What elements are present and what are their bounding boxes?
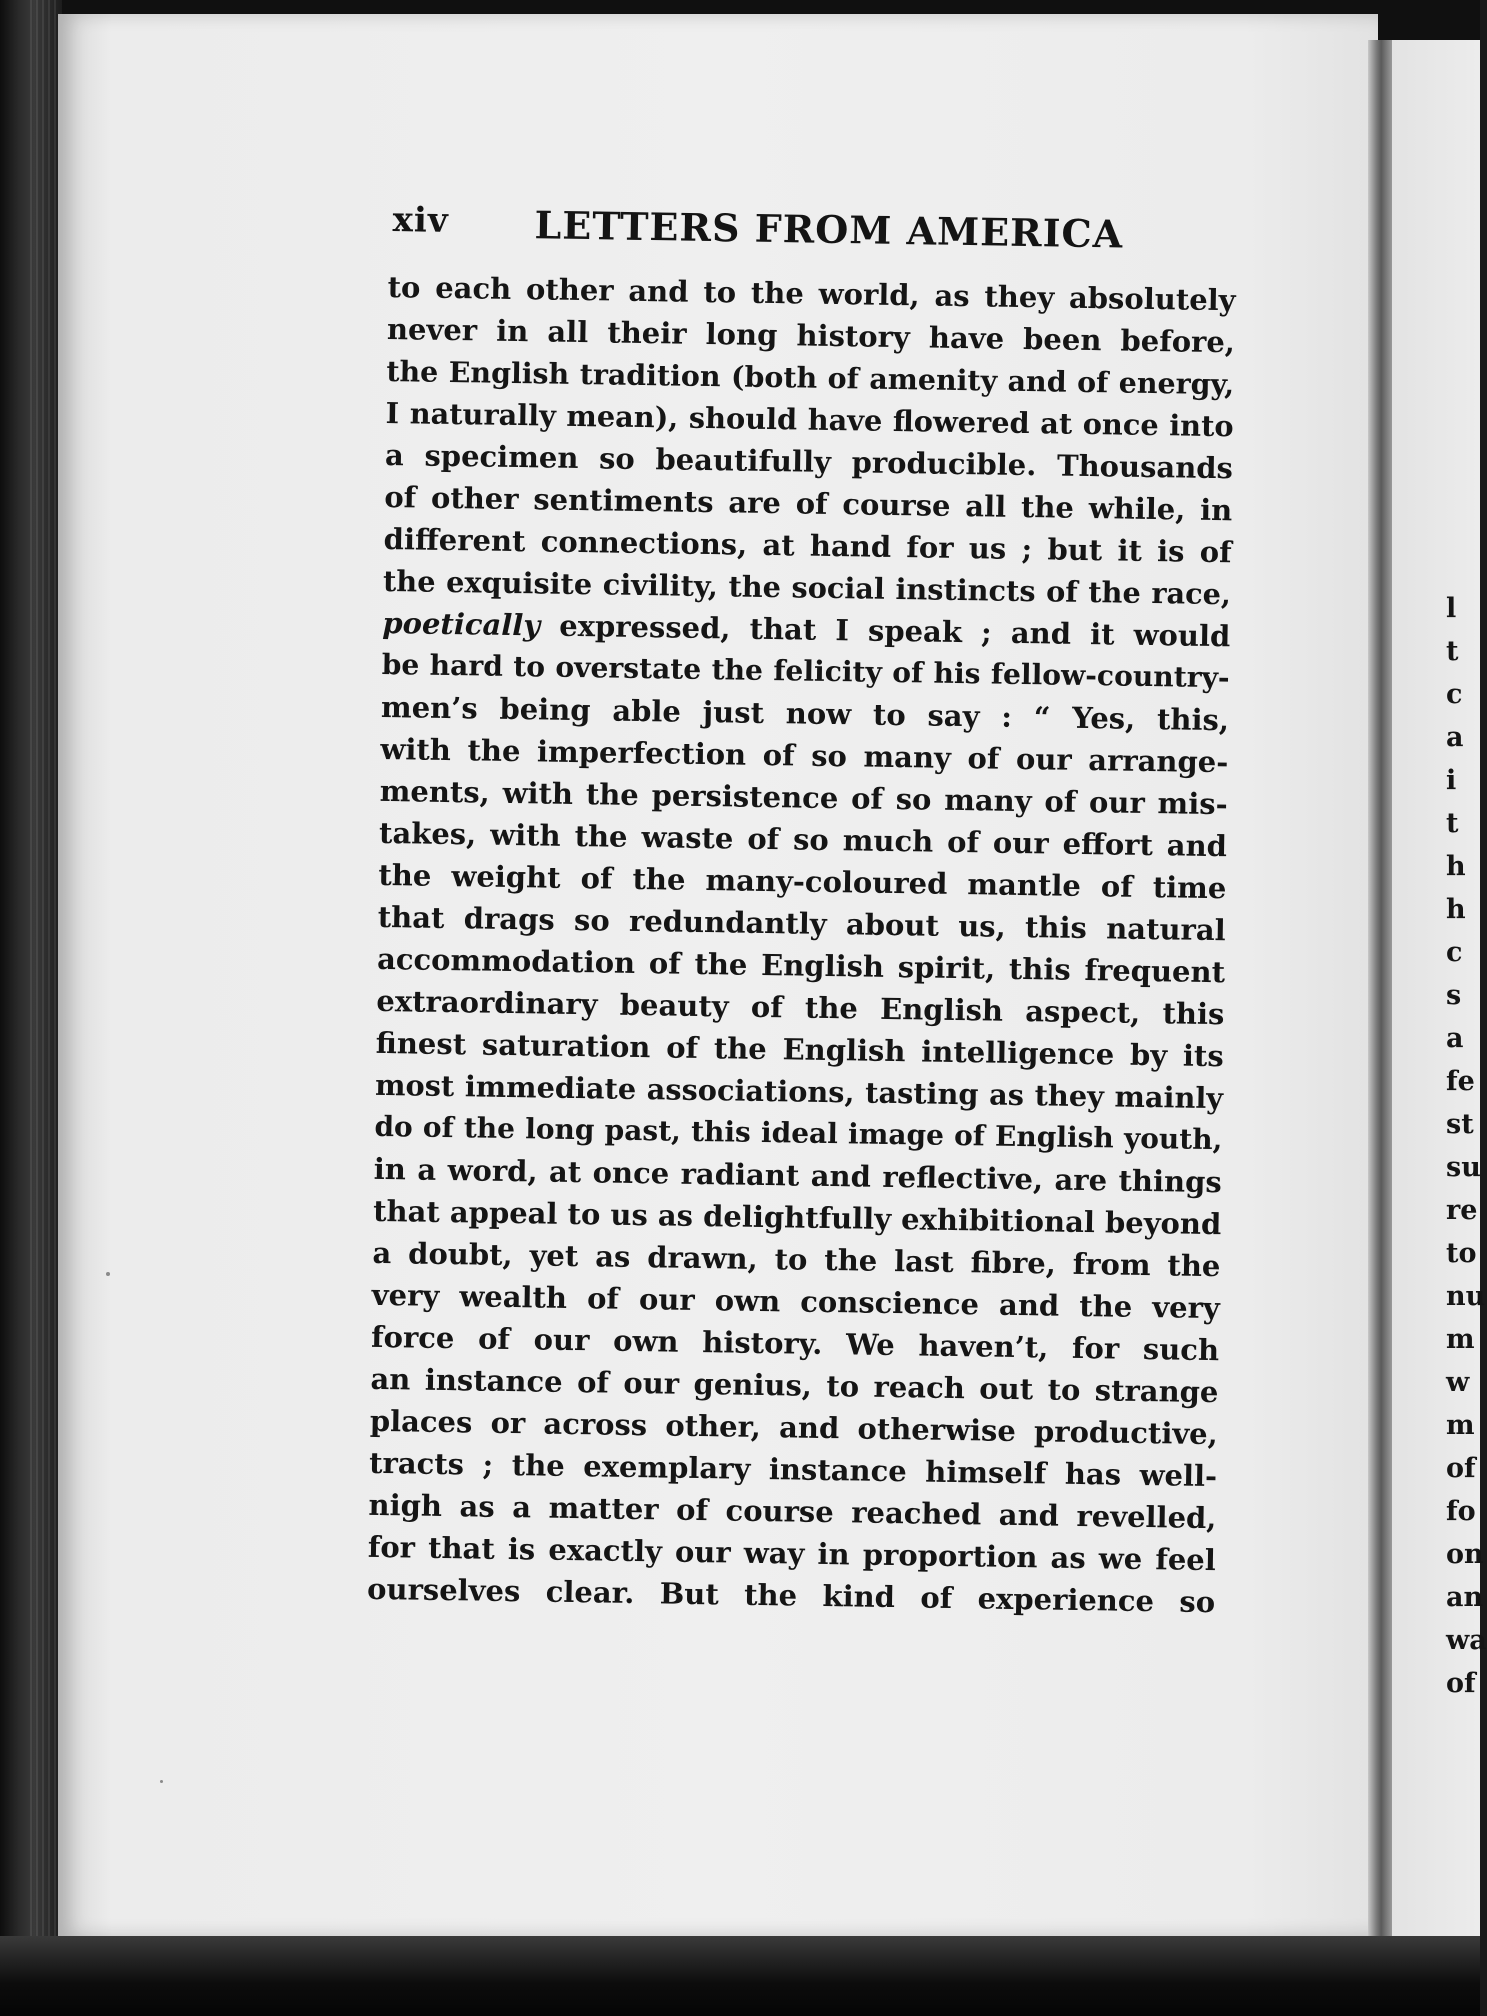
adjacent-text-fragment: a [1446, 1023, 1464, 1054]
text-line: ourselves clear. But the kind of experience so [366, 1571, 1216, 1620]
text-line: men’s being able just now to say : “ Yes, this, [380, 689, 1230, 738]
adjacent-text-fragment: c [1446, 937, 1463, 968]
adjacent-page-edge [1392, 40, 1487, 1940]
adjacent-text-fragment: h [1446, 894, 1466, 925]
adjacent-text-fragment: w [1446, 1367, 1470, 1398]
text-line: tracts ; the exemplary instance himself has well- [368, 1445, 1218, 1494]
text-line: poetically expressed, that I speak ; and it would [382, 605, 1231, 654]
adjacent-text-fragment: c [1446, 679, 1463, 710]
text-line: nigh as a matter of course reached and revelled, [368, 1487, 1217, 1536]
adjacent-text-fragment: l [1446, 593, 1457, 624]
text-line: I naturally mean), should have flowered at once into [385, 395, 1234, 444]
page-number: xiv [392, 200, 449, 241]
text-line: the exquisite civility, the social instincts of the race, [382, 563, 1232, 612]
text-line: the English tradition (both of amenity and of energy, [386, 353, 1235, 402]
adjacent-text-fragment: h [1446, 851, 1466, 882]
text-line: very wealth of our own conscience and the very [371, 1277, 1220, 1326]
adjacent-text-fragment: t [1446, 636, 1459, 667]
text-line: places or across other, and otherwise productive, [369, 1403, 1219, 1452]
text-line: takes, with the waste of so much of our effort and [378, 815, 1228, 864]
text-line: to each other and to the world, as they absolutely [387, 269, 1236, 318]
text-line: do of the long past, this ideal image of English youth, [374, 1109, 1223, 1157]
text-line: different connections, at hand for us ; but it is of [383, 521, 1232, 570]
page-header [392, 200, 1124, 271]
running-head: LETTERS FROM AMERICA [534, 202, 1124, 257]
text-line: ments, with the persistence of so many of our mis- [379, 773, 1228, 822]
text-line: be hard to overstate the felicity of his fellow-country- [381, 647, 1230, 695]
adjacent-text-fragment: wa [1446, 1625, 1487, 1656]
page-body-text [367, 266, 1236, 1623]
scan-bottom-border [0, 1936, 1480, 2016]
adjacent-text-fragment: i [1446, 765, 1457, 796]
text-line: finest saturation of the English intelligence by its [375, 1025, 1224, 1074]
text-line: a specimen so beautifully producible. Thousands [384, 437, 1234, 486]
adjacent-text-fragment: su [1446, 1152, 1481, 1183]
page-gutter-fold [1368, 40, 1392, 1940]
adjacent-text-fragment: fo [1446, 1496, 1476, 1527]
adjacent-text-fragment: s [1446, 980, 1462, 1011]
text-line: never in all their long history have been before, [386, 311, 1236, 360]
text-line: in a word, at once radiant and reflective, are things [373, 1151, 1222, 1200]
scan-speck [160, 1780, 163, 1783]
text-line: force of our own history. We haven’t, for such [370, 1319, 1220, 1368]
adjacent-text-fragment: fe [1446, 1066, 1475, 1097]
adjacent-text-fragment: to [1446, 1238, 1477, 1269]
text-line: an instance of our genius, to reach out to strange [370, 1361, 1219, 1410]
adjacent-text-fragment: t [1446, 808, 1459, 839]
text-line: that drags so redundantly about us, this natural [377, 899, 1226, 948]
text-line: the weight of the many-coloured mantle of time [378, 857, 1227, 906]
adjacent-text-fragment: on [1446, 1539, 1484, 1570]
adjacent-text-fragment: st [1446, 1109, 1474, 1140]
text-line: of other sentiments are of course all the while, in [384, 479, 1233, 528]
text-line: a doubt, yet as drawn, to the last fibre, from the [372, 1235, 1221, 1284]
adjacent-text-fragment: m [1446, 1324, 1475, 1355]
scan-speck [106, 1272, 110, 1276]
text-line: with the imperfection of so many of our arrange- [380, 731, 1229, 780]
text-line: most immediate associations, tasting as they mainly [374, 1067, 1224, 1116]
adjacent-text-fragment: a [1446, 722, 1464, 753]
adjacent-text-fragment: of [1446, 1453, 1476, 1484]
adjacent-text-fragment: an [1446, 1582, 1484, 1613]
text-line: for that is exactly our way in proportion as we feel [367, 1529, 1217, 1578]
italic-emphasis: poetically [382, 605, 541, 643]
text-line: that appeal to us as delightfully exhibitional beyond [372, 1193, 1222, 1242]
text-line: accommodation of the English spirit, this frequent [376, 941, 1226, 990]
adjacent-text-fragment: re [1446, 1195, 1478, 1226]
page-edge-stack [30, 0, 60, 2016]
adjacent-text-fragment: nu [1446, 1281, 1486, 1312]
adjacent-text-fragment: m [1446, 1410, 1475, 1441]
adjacent-text-fragment: of [1446, 1668, 1476, 1699]
text-line: extraordinary beauty of the English aspect, this [376, 983, 1225, 1032]
